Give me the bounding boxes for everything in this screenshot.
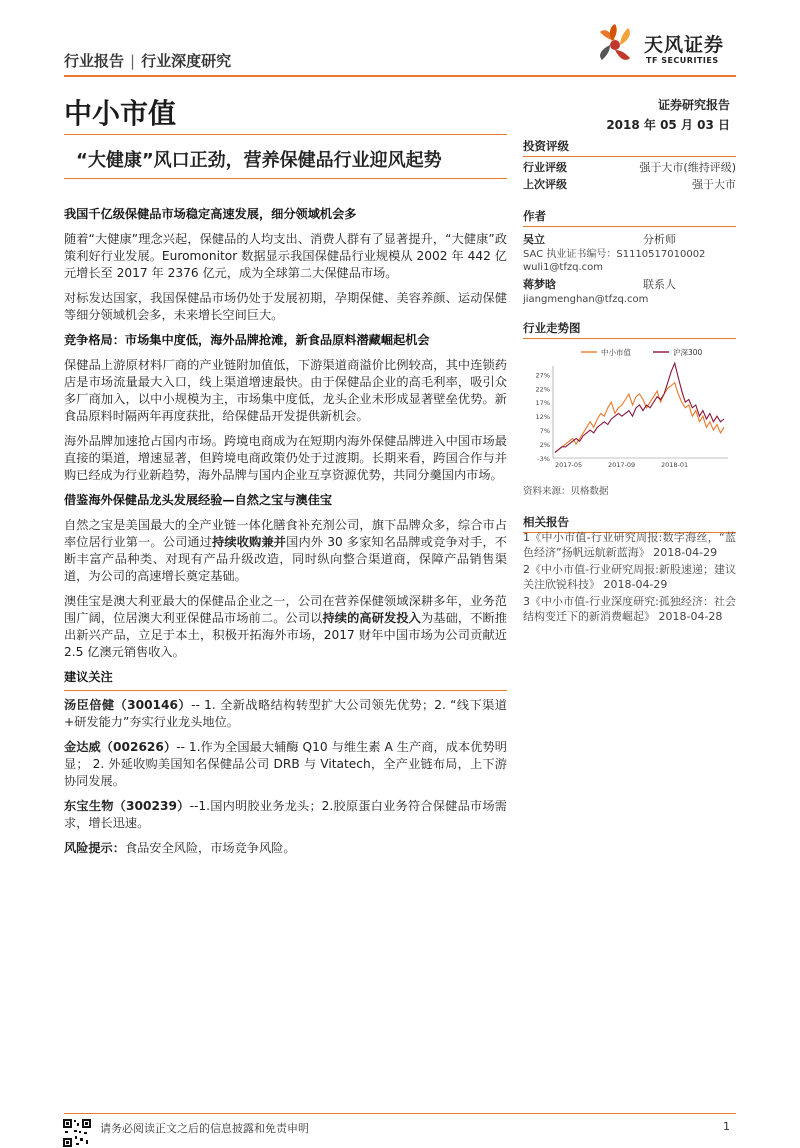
recommend-rule: [64, 690, 507, 691]
trend-chart: [523, 340, 736, 475]
author-1-row: [523, 231, 736, 248]
author-2-name: 蒋梦晗: [523, 278, 556, 291]
chart-y-tick-label: 27%: [535, 371, 550, 380]
paragraph-text: 国内外 30 多家知名品牌或竞争对手，不断丰富产品种类、对现有产品升级改造，同时纵向整合渠道商，保障产品销售渠道，为公司的高速增长奠定基础。: [64, 535, 507, 583]
author-2-email[interactable]: jiangmenghan@tfzq.com: [523, 294, 649, 305]
main-content: [64, 206, 507, 857]
stock-reason: -- 1.作为全国最大辅酶 Q10 与维生素 A 生产商，成本优势明显； 2. 外延收购美国知名保健品公司 DRB 与 Vitatech，全产业链布局，上下游协同发展。: [64, 740, 507, 788]
previous-rating-label: 上次评级: [523, 178, 567, 191]
trend-header-box: [523, 320, 736, 339]
author-2-role: 联系人: [643, 278, 676, 291]
stock-name: 东宝生物（300239）: [64, 799, 190, 813]
industry-rating-value: 强于大市(维持评级): [639, 161, 736, 174]
paragraph-text: 澳佳宝是澳大利亚最大的保健品企业之一，公司在营养保健领域深耕多年，业务范围广阔，位居澳大利亚保健品市场前二。公司以: [64, 594, 507, 625]
chart-y-tick-label: 22%: [535, 385, 550, 394]
category-separator: |: [130, 52, 136, 70]
related-reports: [523, 530, 736, 626]
chart-y-tick-label: -3%: [537, 455, 550, 463]
title-rule-bottom: [64, 178, 507, 179]
section-title-overseas: 借鉴海外保健品龙头发展经验—自然之宝与澳佳宝: [64, 493, 333, 507]
section-title-market: 我国千亿级保健品市场稳定高速发展，细分领域机会多: [64, 207, 357, 221]
emphasis-text: 持续收购兼并: [212, 535, 287, 549]
author-header: 作者: [523, 208, 736, 227]
chart-y-tick-label: 17%: [535, 399, 550, 408]
chart-y-tick-label: 2%: [539, 441, 550, 450]
title-rule-top: [64, 134, 507, 135]
chart-y-tick-label: 7%: [539, 427, 550, 436]
related-report-item[interactable]: 2《中小市值-行业研究周报:新股速递；建议关注欣锐科技》 2018-04-29: [523, 563, 736, 591]
author-panel: [523, 208, 736, 306]
chart-x-tick-label: 2017-09: [608, 461, 636, 469]
chart-x-tick-label: 2018-01: [661, 461, 689, 469]
chart-source: 资料来源：贝格数据: [523, 486, 609, 497]
recommendation-3: [64, 798, 507, 832]
previous-rating-value: 强于大市: [692, 178, 736, 191]
industry-rating-label: 行业评级: [523, 161, 567, 174]
risk-text: 食品安全风险，市场竞争风险。: [124, 841, 296, 855]
author-1-name: 吴立: [523, 233, 545, 246]
risk-warning: [64, 840, 507, 857]
paragraph-competition-1: 保健品上游原材料厂商的产业链附加值低，下游渠道商溢价比例较高，其中连锁药店是市场流量最大入口，线上渠道增速最快。由于保健品企业的高毛利率，吸引众多厂商加入，以中小规模为主，市场集中度低，龙头企业未形成显著壁垒优势。新食品原料时隔两年再度获批，给保健品开发提供新机会。: [64, 358, 507, 423]
paragraph-text: 自然之宝是美国最大的全产业链一体化膳食补充剂公司，旗下品牌众多，综合市占率位居行业第一。公司通过: [64, 518, 507, 549]
author-1-email[interactable]: wuli1@tfzq.com: [523, 262, 604, 273]
page-number: 1: [723, 1120, 730, 1133]
paragraph-competition-2: 海外品牌加速抢占国内市场。跨境电商成为在短期内海外保健品牌进入中国市场最直接的渠道，增速显著，但跨境电商政策仍处于过渡期。长期来看，跨国合作与并购已经成为行业新趋势，海外品牌与国内企业互享资源优势，共同分羹国内市场。: [64, 434, 507, 482]
chart-legend-label: 沪深300: [673, 348, 703, 357]
tf-logo-icon: [588, 18, 642, 72]
paragraph-market-2: 对标发达国家，我国保健品市场仍处于发展初期，孕期保健、美容养颜、运动保健等细分领域机会多，未来增长空间巨大。: [64, 291, 507, 322]
author-1-role: 分析师: [643, 233, 676, 246]
previous-rating-row: [523, 176, 736, 193]
industry-rating-row: [523, 159, 736, 176]
chart-series-line: [555, 363, 724, 452]
chart-y-tick-label: 12%: [535, 413, 550, 422]
chart-series-line: [555, 383, 724, 453]
stock-reason: -- 1. 全新战略结构转型扩大公司领先优势；2. “线下渠道 +研发能力”夯实行业龙头地位。: [64, 698, 507, 729]
sector-title: 中小市值: [64, 97, 177, 130]
header-rule: [64, 75, 736, 77]
paragraph-market-1: 随着“大健康”理念兴起，保健品的人均支出、消费人群有了显著提升，“大健康”政策利好行业发展。Euromonitor 数据显示我国保健品行业规模从 2002 年 442 亿元增长至 2017 年 2376 亿元，成为全球第二大保健品市场。: [64, 232, 507, 280]
recommendation-2: [64, 739, 507, 790]
paragraph-blackmores: [64, 593, 507, 661]
stock-name: 汤臣倍健（300146）: [64, 698, 192, 712]
emphasis-text: 持续的高研发投入: [322, 611, 421, 625]
rating-panel: [523, 138, 736, 193]
logo-text-cn: 天风证券: [644, 34, 725, 56]
stock-reason: --1.国内明胶业务龙头；2.胶原蛋白业务符合保健品市场需求，增长迅速。: [64, 799, 507, 830]
chart-x-tick-label: 2017-05: [555, 461, 583, 469]
author-1-cert: SAC 执业证书编号：S1110517010002: [523, 249, 706, 260]
report-category: [64, 50, 231, 71]
recommendation-1: [64, 697, 507, 731]
section-title-recommend: 建议关注: [64, 670, 113, 684]
trend-header: 行业走势图: [523, 320, 736, 339]
rating-header: 投资评级: [523, 138, 736, 157]
report-date: 2018 年 05 月 03 日: [606, 118, 730, 132]
author-2-row: [523, 276, 736, 293]
report-type: 证券研究报告: [657, 98, 730, 112]
logo-text-en: TF SECURITIES: [646, 56, 719, 65]
related-report-item[interactable]: 1《中小市值-行业研究周报:数字海丝，“蓝色经济”扬帆远航新蓝海》 2018-04-29: [523, 531, 736, 559]
paragraph-natures-bounty: [64, 517, 507, 585]
chart-legend-label: 中小市值: [601, 348, 631, 357]
category-industry-report: 行业报告: [64, 52, 125, 70]
related-header: 相关报告: [523, 514, 736, 533]
report-title: “大健康”风口正劲，营养保健品行业迎风起势: [76, 150, 442, 171]
stock-name: 金达威（002626）: [64, 740, 177, 754]
qr-code-icon: [62, 1118, 92, 1148]
related-report-item[interactable]: 3《中小市值-行业深度研究:孤独经济：社会结构变迁下的新消费崛起》 2018-04-28: [523, 595, 736, 623]
category-deep-research: 行业深度研究: [141, 52, 232, 70]
risk-label: 风险提示：: [64, 841, 125, 855]
disclaimer-text: 请务必阅读正文之后的信息披露和免责申明: [100, 1122, 309, 1135]
section-title-competition: 竞争格局：市场集中度低，海外品牌抢滩，新食品原料潜藏崛起机会: [64, 333, 430, 347]
paragraph-text: 为基础，不断推出新兴产品，立足于本土，积极开拓海外市场，2017 财年中国市场为公司贡献近 2.5 亿澳元销售收入。: [64, 611, 508, 659]
footer-rule: [64, 1113, 736, 1114]
